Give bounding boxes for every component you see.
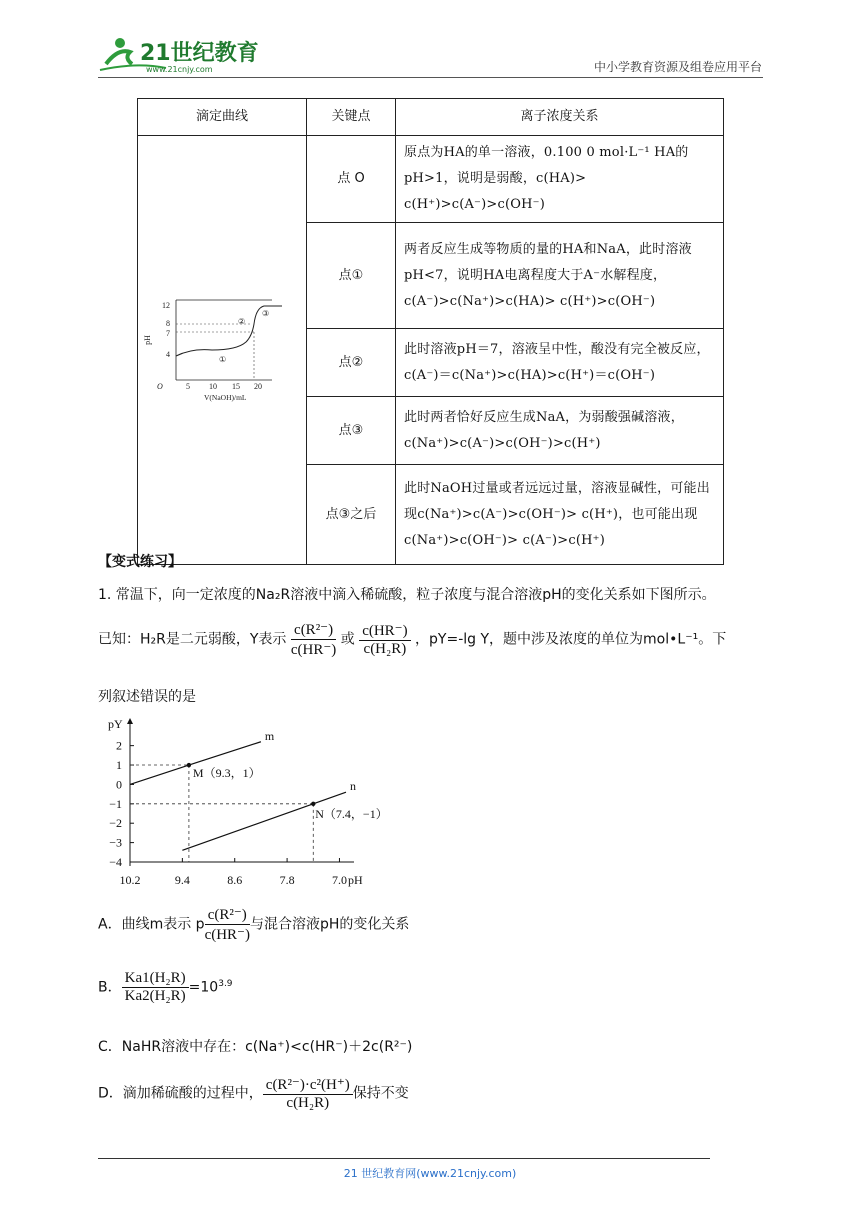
y-axis-arrow bbox=[127, 718, 133, 724]
q1-definition: ，pY=-lg Y，题中涉及浓度的单位为mol•L⁻¹。下 bbox=[415, 631, 727, 648]
y-tick-label: 0 bbox=[116, 777, 122, 792]
logo-url-text: www.21cnjy.com bbox=[146, 65, 213, 74]
fraction-denominator: Ka2(H₂R) bbox=[124, 988, 186, 1004]
y-tick-label: −1 bbox=[109, 796, 122, 811]
keypoint-3: 点③ bbox=[307, 397, 396, 465]
option-b[interactable] bbox=[98, 970, 233, 1005]
titration-curve-chart bbox=[142, 280, 302, 410]
x-tick-label: 7.0 bbox=[331, 873, 347, 887]
annotation-label: M（9.3，1） bbox=[192, 766, 261, 781]
table-header-relation: 离子浓度关系 bbox=[396, 99, 724, 136]
option-d[interactable] bbox=[98, 1075, 409, 1112]
fraction-hr-h2r bbox=[359, 621, 410, 658]
relation-2: 此时溶液pH＝7，溶液呈中性，酸没有完全被反应，c(A⁻)＝c(Na⁺)>c(HA)>c(H⁺)＝c(OH⁻) bbox=[396, 329, 724, 397]
series-label-n: n bbox=[350, 779, 356, 794]
titration-y-tick: 12 bbox=[162, 301, 170, 310]
titration-x-label: V(NaOH)/mL bbox=[204, 393, 247, 402]
table-header-curve: 滴定曲线 bbox=[138, 99, 307, 136]
y-axis-label: pY bbox=[108, 717, 123, 731]
relation-3: 此时两者恰好反应生成NaA，为弱酸强碱溶液，c(Na⁺)>c(A⁻)>c(OH⁻)>c(H⁺) bbox=[396, 397, 724, 465]
x-tick-label: 7.8 bbox=[279, 873, 295, 887]
y-tick-label: −2 bbox=[109, 816, 122, 831]
table-header-keypoint: 关键点 bbox=[307, 99, 396, 136]
titration-y-tick: 8 bbox=[166, 319, 170, 328]
titration-x-tick: 15 bbox=[232, 382, 240, 391]
relation-after-3: 此时NaOH过量或者远远过量，溶液显碱性，可能出现c(Na⁺)>c(A⁻)>c(OH⁻)> c(H⁺)，也可能出现c(Na⁺)>c(OH⁻)> c(A⁻)>c(H⁺) bbox=[396, 465, 724, 565]
y-tick-label: −3 bbox=[109, 835, 122, 850]
option-a-fraction bbox=[205, 905, 250, 944]
footer-text: 21 世纪教育网(www.21cnjy.com) bbox=[343, 1167, 517, 1180]
option-a-prefix: A．曲线m表示 p bbox=[98, 916, 205, 933]
header-platform-text: 中小学教育资源及组卷应用平台 bbox=[593, 60, 762, 74]
py-ph-chart bbox=[98, 712, 388, 892]
series-line-n bbox=[182, 792, 346, 850]
fraction-numerator: Ka1(H₂R) bbox=[122, 970, 189, 988]
option-d-suffix: 保持不变 bbox=[352, 1085, 409, 1102]
option-b-fraction bbox=[122, 970, 189, 1005]
relation-o: 原点为HA的单一溶液，0.100 0 mol·L⁻¹ HA的pH>1，说明是弱酸，c(HA)> c(H⁺)>c(A⁻)>c(OH⁻) bbox=[396, 136, 724, 223]
option-d-prefix: D．滴加稀硫酸的过程中， bbox=[98, 1085, 263, 1102]
option-b-exponent: 3.9 bbox=[218, 978, 233, 989]
footer-divider bbox=[98, 1158, 710, 1159]
annotation-label: N（7.4，−1） bbox=[315, 806, 388, 821]
logo bbox=[96, 34, 266, 76]
logo-text: 21世纪教育 bbox=[140, 41, 259, 66]
titration-table bbox=[137, 98, 724, 565]
annotation-point bbox=[311, 802, 315, 806]
titration-y-label: pH bbox=[143, 335, 152, 345]
option-a-suffix: 与混合溶液pH的变化关系 bbox=[249, 916, 410, 933]
x-axis-label: pH bbox=[348, 873, 363, 887]
titration-y-tick: 4 bbox=[166, 350, 170, 359]
y-tick-label: 1 bbox=[116, 758, 122, 773]
question-1-line-1: 1. 常温下，向一定浓度的Na₂R溶液中滴入稀硫酸，粒子浓度与混合溶液pH的变化关系如下图所示。 bbox=[98, 587, 716, 603]
option-c[interactable]: C．NaHR溶液中存在：c(Na⁺)<c(HR⁻)＋2c(R²⁻) bbox=[98, 1039, 413, 1055]
fraction-numerator: c(R²⁻)·c²(H⁺) bbox=[263, 1075, 353, 1095]
keypoint-o: 点 O bbox=[307, 136, 396, 223]
fraction-numerator: c(R²⁻) bbox=[205, 905, 250, 925]
option-a[interactable] bbox=[98, 905, 409, 944]
x-tick-label: 8.6 bbox=[227, 873, 243, 887]
titration-x-tick: 5 bbox=[186, 382, 190, 391]
keypoint-after-3: 点③之后 bbox=[307, 465, 396, 565]
header-divider bbox=[98, 77, 763, 78]
titration-point-1: ① bbox=[219, 355, 227, 364]
fraction-denominator: c(HR⁻) bbox=[290, 642, 337, 658]
y-tick-label: 2 bbox=[116, 738, 122, 753]
q1-or: 或 bbox=[340, 631, 355, 648]
titration-point-3: ③ bbox=[262, 309, 270, 318]
option-b-equals: =10 bbox=[188, 979, 219, 996]
question-1-line-2 bbox=[98, 620, 778, 659]
fraction-denominator: c(HR⁻) bbox=[204, 927, 250, 943]
keypoint-1: 点① bbox=[307, 223, 396, 329]
titration-point-2: ② bbox=[238, 317, 246, 326]
titration-x-tick: 20 bbox=[254, 382, 262, 391]
fraction-denominator: c(H₂R) bbox=[363, 641, 407, 657]
annotation-point bbox=[187, 763, 191, 767]
section-title: 【变式练习】 bbox=[98, 554, 182, 570]
x-tick-label: 9.4 bbox=[174, 873, 190, 887]
fraction-r2-hr bbox=[291, 620, 336, 659]
fraction-numerator: c(HR⁻) bbox=[359, 621, 410, 641]
question-1-line-3: 列叙述错误的是 bbox=[98, 689, 196, 705]
titration-curve-cell bbox=[138, 136, 307, 565]
keypoint-2: 点② bbox=[307, 329, 396, 397]
titration-y-tick: 7 bbox=[166, 329, 170, 338]
titration-x-tick: 10 bbox=[209, 382, 217, 391]
fraction-denominator: c(H₂R) bbox=[286, 1095, 330, 1111]
y-tick-label: −4 bbox=[109, 855, 122, 869]
series-label-m: m bbox=[264, 728, 275, 743]
option-b-prefix: B． bbox=[98, 979, 122, 996]
x-tick-label: 10.2 bbox=[119, 873, 141, 887]
q1-known: 已知：H₂R是二元弱酸，Y表示 bbox=[98, 631, 287, 648]
relation-1: 两者反应生成等物质的量的HA和NaA，此时溶液pH<7，说明HA电离程度大于A⁻水解程度，c(A⁻)>c(Na⁺)>c(HA)> c(H⁺)>c(OH⁻) bbox=[396, 223, 724, 329]
fraction-numerator: c(R²⁻) bbox=[291, 620, 336, 640]
option-d-fraction bbox=[263, 1075, 353, 1112]
titration-origin: O bbox=[157, 382, 163, 391]
